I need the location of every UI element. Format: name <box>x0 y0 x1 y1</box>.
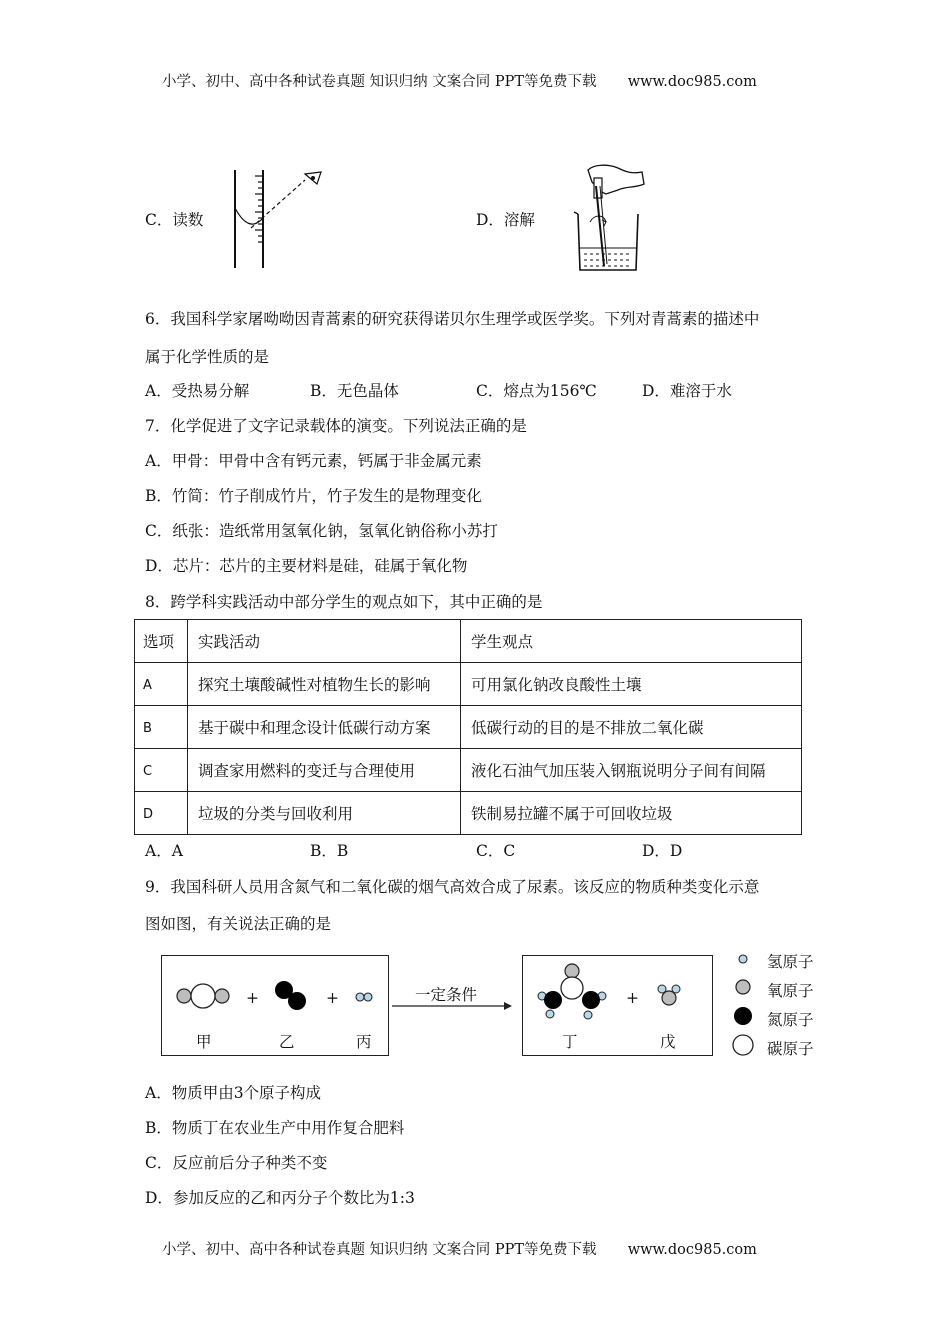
label-yi: 乙 <box>279 1033 295 1051</box>
q8-stem: 8．跨学科实践活动中部分学生的观点如下，其中正确的是 <box>145 593 543 611</box>
page-header <box>162 70 757 91</box>
table-cell: A <box>143 678 152 693</box>
q6-option-a: A．受热易分解 <box>145 382 250 400</box>
table-row <box>135 749 802 792</box>
table-header-row <box>135 620 802 663</box>
table-cell: B <box>143 721 152 736</box>
label-jia: 甲 <box>196 1033 212 1051</box>
plus-sign: + <box>626 989 639 1007</box>
q7-option-c: C．纸张：造纸常用氢氧化钠，氢氧化钠俗称小苏打 <box>145 522 498 540</box>
q9-stem-line2: 图如图，有关说法正确的是 <box>145 915 332 933</box>
dissolving-beaker-figure <box>560 162 655 278</box>
arrow-condition-label: 一定条件 <box>415 986 478 1004</box>
header-text: 小学、初中、高中各种试卷真题 知识归纳 文案合同 PPT等免费下载 <box>162 74 597 90</box>
legend-carbon: 碳原子 <box>767 1040 814 1058</box>
q7-option-a: A．甲骨：甲骨中含有钙元素，钙属于非金属元素 <box>145 452 482 470</box>
q6-stem-line2: 属于化学性质的是 <box>145 348 270 366</box>
table-cell: 基于碳中和理念设计低碳行动方案 <box>188 706 461 749</box>
table-row <box>135 792 802 835</box>
table-cell: 垃圾的分类与回收利用 <box>188 792 461 835</box>
molecule-jia <box>177 984 229 1008</box>
table-cell: 低碳行动的目的是不排放二氧化碳 <box>461 706 802 749</box>
table-row <box>135 706 802 749</box>
q8-option-a: A．A <box>145 842 183 860</box>
footer-url: www.doc985.com <box>627 1242 757 1258</box>
q8-option-d: D．D <box>642 842 683 860</box>
molecule-bing <box>356 993 372 1001</box>
q7-option-d: D．芯片：芯片的主要材料是硅，硅属于氧化物 <box>145 557 468 575</box>
molecule-yi <box>275 981 306 1010</box>
atom-legend-icons <box>728 948 760 1058</box>
q8-option-b: B．B <box>310 842 349 860</box>
q6-option-d: D．难溶于水 <box>642 382 732 400</box>
hydrogen-atom-icon <box>739 955 747 963</box>
table-header-cell: 学生观点 <box>461 620 802 663</box>
footer-text: 小学、初中、高中各种试卷真题 知识归纳 文案合同 PPT等免费下载 <box>162 1242 597 1258</box>
label-ding: 丁 <box>562 1033 578 1051</box>
label-wu: 戊 <box>660 1033 676 1051</box>
q8-table <box>134 619 802 835</box>
carbon-atom-icon <box>733 1035 753 1055</box>
legend-hydrogen: 氢原子 <box>767 953 814 971</box>
table-cell: D <box>143 807 154 822</box>
q6-stem-line1: 6．我国科学家屠呦呦因青蒿素的研究获得诺贝尔生理学或医学奖。下列对青蒿素的描述中 <box>145 310 760 328</box>
oxygen-atom-icon <box>736 980 750 994</box>
table-header-cell: 选项 <box>135 620 188 663</box>
table-row <box>135 663 802 706</box>
table-cell: 铁制易拉罐不属于可回收垃圾 <box>461 792 802 835</box>
header-url: www.doc985.com <box>627 74 757 90</box>
plus-sign: + <box>326 989 339 1007</box>
legend-oxygen: 氧原子 <box>767 982 814 1000</box>
q9-option-d: D．参加反应的乙和丙分子个数比为1:3 <box>145 1189 415 1207</box>
table-cell: 液化石油气加压装入钢瓶说明分子间有间隔 <box>461 749 802 792</box>
q6-option-c: C．熔点为156℃ <box>476 382 597 400</box>
q9-option-a: A．物质甲由3个原子构成 <box>145 1084 322 1102</box>
q5-option-d: D．溶解 <box>476 211 535 229</box>
table-header-cell: 实践活动 <box>188 620 461 663</box>
q5-option-c: C．读数 <box>145 211 204 229</box>
q8-option-c: C．C <box>476 842 516 860</box>
table-cell: 可用氯化钠改良酸性土壤 <box>461 663 802 706</box>
table-cell: C <box>143 764 153 779</box>
q9-stem-line1: 9．我国科研人员用含氮气和二氧化碳的烟气高效合成了尿素。该反应的物质种类变化示意 <box>145 878 760 896</box>
molecule-ding <box>538 964 606 1019</box>
plus-sign: + <box>246 989 259 1007</box>
label-bing: 丙 <box>356 1033 372 1051</box>
table-cell: 探究土壤酸碱性对植物生长的影响 <box>188 663 461 706</box>
graduated-cylinder-reading-figure <box>225 162 335 274</box>
nitrogen-atom-icon <box>734 1007 752 1025</box>
q9-option-b: B．物质丁在农业生产中用作复合肥料 <box>145 1119 405 1137</box>
q9-option-c: C．反应前后分子种类不变 <box>145 1154 328 1172</box>
table-cell: 调查家用燃料的变迁与合理使用 <box>188 749 461 792</box>
q7-stem: 7．化学促进了文字记录载体的演变。下列说法正确的是 <box>145 417 527 435</box>
q6-option-b: B．无色晶体 <box>310 382 399 400</box>
q7-option-b: B．竹简：竹子削成竹片，竹子发生的是物理变化 <box>145 487 482 505</box>
legend-nitrogen: 氮原子 <box>767 1011 814 1029</box>
molecule-wu <box>658 985 680 1005</box>
arrow-head-icon <box>504 1002 512 1010</box>
page-footer <box>162 1238 757 1259</box>
